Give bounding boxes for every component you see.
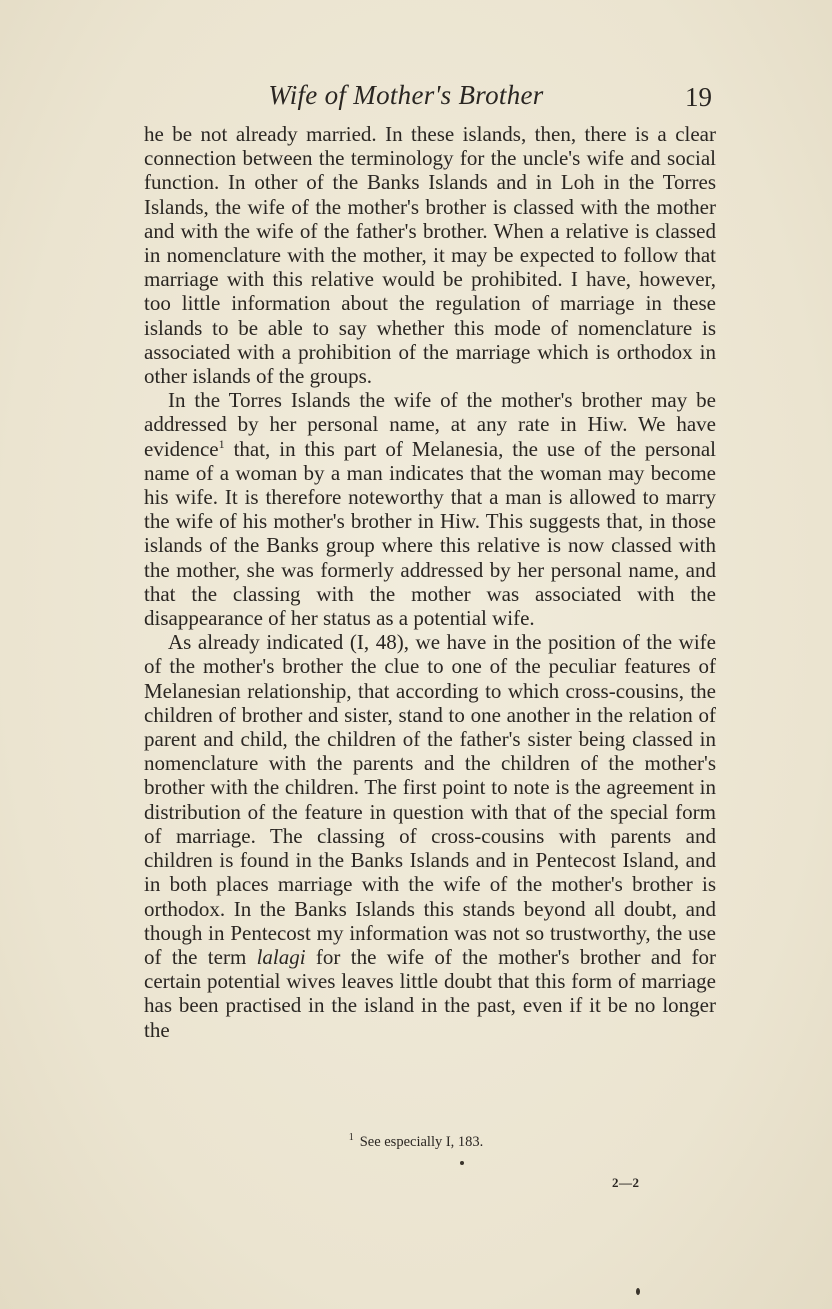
paragraph-3 xyxy=(144,630,716,1041)
page-number: 19 xyxy=(685,82,712,112)
footnote-text: See especially I, 183. xyxy=(359,1133,484,1150)
paragraph-2 xyxy=(144,388,716,630)
running-title: Wife of Mother's Brother xyxy=(268,80,544,110)
paragraph-3-text-a: As already indicated (I, 48), we have in the position of the wife of the mother's brother the clue to one of the peculiar features of Melanesian relationship, that according to which cross-cousins, the children of brother and sister, stand to one another in the relation of parent and child, the children of the father's sister being classed in nomenclature with the parents and the children of the mother's brother with the children. The first point to note is the agreement in distribution of the feature in question with that of the special form of marriage. The classing of cross-cousins with parents and children is found in the Banks Islands and in Pentecost Island, and in both places marriage with the wife of the mother's brother is orthodox. In the Banks Islands this stands beyond all doubt, and though in Pentecost my information was not so trustworthy, the use of the term xyxy=(144,630,716,969)
paragraph-2-text-a: In the Torres Islands the wife of the mother's brother may be addressed by her personal name, at any rate in Hiw. We have evidence xyxy=(144,388,716,461)
paragraph-1 xyxy=(144,122,716,388)
signature-mark: 2—2 xyxy=(612,1175,640,1190)
footnote-reference: 1 xyxy=(218,436,225,451)
paragraph-2-text-b: that, in this part of Melanesia, the use of the personal name of a woman by a man indicates that the woman may become his wife. It is therefore noteworthy that a man is allowed to marry the wife of his mother's brother in Hiw. This suggests that, in those islands of the Banks group where this relative is now classed with the mother, she was formerly addressed by her personal name, and that the classing with the mother was associated with the disappearance of her status as a potential wife. xyxy=(144,436,716,631)
native-term: lalagi xyxy=(256,944,306,969)
paragraph-3-text-b: for the wife of the mother's brother and for certain potential wives leaves little doubt that this form of marriage has been practised in the island in the past, even if it be no longer the xyxy=(144,944,716,1042)
footnote xyxy=(0,1132,832,1151)
ink-speck xyxy=(636,1288,640,1295)
body-text xyxy=(144,122,716,1042)
paragraph-1-text: he be not already married. In these islands, then, there is a clear connection between the terminology for the uncle's wife and social function. In other of the Banks Islands and in Loh in the Torres Islands, the wife of the mother's brother is classed with the mother and with the wife of the father's brother. When a relative is classed in nomenclature with the mother, it may be expected to follow that marriage with this relative would be prohibited. I have, however, too little information about the regulation of marriage in these islands to be able to say whether this mode of nomenclature is associated with a prohibition of the marriage which is orthodox in other islands of the groups. xyxy=(144,122,716,389)
footnote-mark: 1 xyxy=(348,1132,354,1143)
page-header xyxy=(0,80,832,120)
ink-speck xyxy=(460,1161,464,1165)
